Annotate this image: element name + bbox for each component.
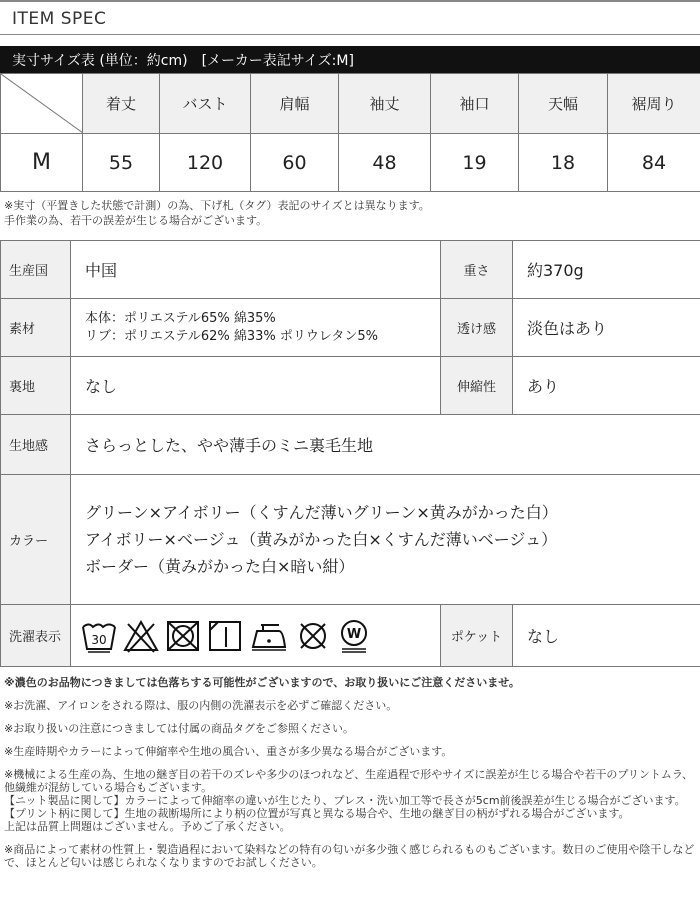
wash-30-icon [81, 619, 117, 653]
table-row [1, 415, 700, 475]
spec-table [0, 240, 700, 667]
size-table [0, 73, 700, 192]
size-value: 19 [431, 134, 519, 192]
origin-value: 中国 [71, 241, 441, 299]
column-header: バスト [160, 74, 251, 134]
note-line: ※商品によって素材の性質上・製造過程において染料などの特有の匂いが多少強く感じられるものもございます。数日のご使用や陰干しなどで、ほとんど匂いは感じられなくなりますのでお試しください。 [4, 843, 695, 869]
size-table-caption: 実寸サイズ表 (単位：約cm) [メーカー表記サイズ:M] [12, 53, 354, 69]
size-value: 120 [160, 134, 251, 192]
material-line: リブ：ポリエステル62% 綿33% ポリウレタン5% [85, 328, 378, 344]
column-header: 袖丈 [339, 74, 431, 134]
lining-label: 裏地 [1, 357, 71, 415]
table-row [1, 605, 700, 667]
lining-value: なし [71, 357, 441, 415]
table-row [1, 475, 700, 605]
pocket-label: ポケット [441, 605, 513, 667]
care-label: 洗濯表示 [1, 605, 71, 667]
size-table-corner [1, 74, 83, 134]
pocket-value: なし [513, 605, 700, 667]
iron-low-icon [249, 619, 289, 653]
weight-value: 約370g [513, 241, 700, 299]
size-notes [4, 198, 430, 228]
size-value: 60 [251, 134, 339, 192]
wet-clean-icon [337, 619, 371, 653]
size-label: M [1, 134, 83, 192]
note-line: ※お洗濯、アイロンをされる際は、服の内側の洗濯表示を必ずご確認ください。 [4, 699, 398, 712]
color-label: カラー [1, 475, 71, 605]
color-line: アイボリー×ベージュ（黄みがかった白×くすんだ薄いベージュ） [85, 530, 558, 549]
texture-label: 生地感 [1, 415, 71, 475]
stretch-label: 伸縮性 [441, 357, 513, 415]
material-label: 素材 [1, 299, 71, 357]
weight-label: 重さ [441, 241, 513, 299]
column-header: 肩幅 [251, 74, 339, 134]
note-line: ※お取り扱いの注意につきましては付属の商品タグをご参照ください。 [4, 722, 354, 735]
material-line: 本体：ポリエステル65% 綿35% [85, 310, 276, 326]
column-header: 着丈 [83, 74, 160, 134]
no-bleach-icon [123, 619, 159, 653]
no-tumble-dry-icon [165, 619, 201, 653]
size-note-line: ※実寸（平置きした状態で計測）の為、下げ札（タグ）表記のサイズとは異なります。 [4, 199, 430, 212]
table-row [1, 299, 700, 357]
note-line: ※濃色のお品物につきましては色落ちする可能性がございますので、お取り扱いにご注意くださいませ。 [4, 676, 520, 689]
color-line: ボーダー（黄みがかった白×暗い紺） [85, 557, 355, 576]
origin-label: 生産国 [1, 241, 71, 299]
size-table-caption-bar [0, 46, 700, 73]
color-line: グリーン×アイボリー（くすんだ薄いグリーン×黄みがかった白） [85, 503, 558, 522]
table-row [1, 357, 700, 415]
color-value [71, 475, 700, 605]
column-header: 裾周り [608, 74, 700, 134]
column-header: 天幅 [519, 74, 608, 134]
note-line: 上記は品質上問題はございません。予めご了承ください。 [4, 820, 291, 833]
size-value: 48 [339, 134, 431, 192]
item-spec-title: ITEM SPEC [12, 9, 107, 29]
size-table-header-row [1, 74, 700, 134]
diagonal-line-icon [1, 74, 83, 133]
wet-clean-text: W [346, 626, 362, 642]
size-value: 18 [519, 134, 608, 192]
size-value: 84 [608, 134, 700, 192]
texture-value: さらっとした、やや薄手のミニ裏毛生地 [71, 415, 700, 475]
size-note-line: 手作業の為、若干の誤差が生じる場合がございます。 [4, 214, 268, 227]
size-value: 55 [83, 134, 160, 192]
no-dry-clean-icon [295, 619, 331, 653]
note-line: 【ニット製品に関して】カラーによって伸縮率の違いが生じたり、プレス・洗い加工等で長さが5cm前後誤差が生じる場合がございます。 [4, 794, 686, 807]
stretch-value: あり [513, 357, 700, 415]
table-row [1, 134, 700, 192]
care-symbols [71, 605, 441, 667]
table-row [1, 241, 700, 299]
wash-temp-text: 30 [91, 632, 107, 647]
item-spec-header [0, 0, 700, 35]
line-dry-shade-icon [207, 619, 243, 653]
note-line: 【プリント柄に関して】生地の裁断場所により柄の位置が写真と異なる場合や、生地の継ぎ目の柄がずれる場合がございます。 [4, 807, 630, 820]
column-header: 袖口 [431, 74, 519, 134]
notes-section [4, 676, 696, 869]
material-value [71, 299, 441, 357]
sheer-value: 淡色はあり [513, 299, 700, 357]
sheer-label: 透け感 [441, 299, 513, 357]
note-line: ※機械による生産の為、生地の継ぎ目の若干のズレや多少のほつれなど、生産過程で形やサイズに誤差が生じる場合や若干のプリントムラ、他繊維が混紡している場合もございます。 [4, 768, 694, 794]
note-line: ※生産時期やカラーによって伸縮率や生地の風合い、重さが多少異なる場合がございます。 [4, 745, 453, 758]
